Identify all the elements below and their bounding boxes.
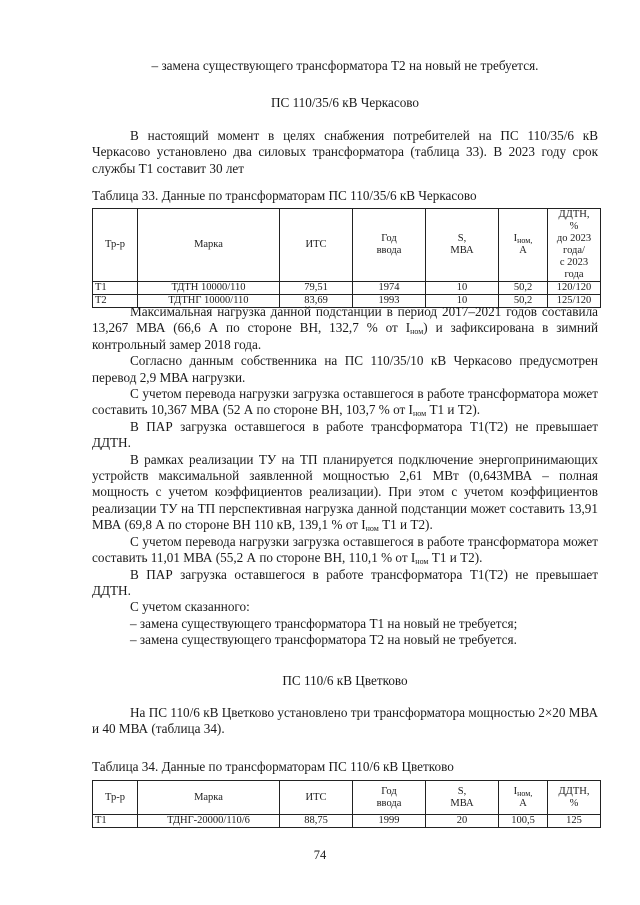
intro-paragraph-tsvetkovo — [92, 705, 598, 738]
intro-paragraph-cherkasovo — [92, 128, 598, 177]
col-inom-symbol: I — [513, 233, 518, 244]
col-year-line2: ввода — [376, 245, 402, 256]
col-s-line2: МВА — [450, 245, 474, 256]
cell-ddtn: 125/120 — [548, 295, 601, 308]
paragraph-par-2: В ПАР загрузка оставшегося в работе трансформатора Т1(Т2) не превышает ДДТН. — [92, 566, 598, 598]
col-s — [426, 209, 499, 282]
p5-text-b: Т1 и Т2). — [378, 517, 433, 533]
cell-ddtn: 125 — [548, 815, 601, 828]
cell-s: 10 — [426, 282, 499, 295]
p1-text-b: ) и зафиксирована в зимний контрольный замер 2018 года. — [92, 320, 599, 352]
col-s — [426, 781, 499, 815]
col-mark: Марка — [138, 209, 280, 282]
p1-subscript: ном — [410, 327, 424, 337]
col-inom-unit: А — [519, 797, 527, 809]
col-ddtn — [548, 781, 601, 815]
col-inom — [499, 781, 548, 815]
col-inom — [499, 209, 548, 282]
col-inom-unit: А — [519, 245, 527, 256]
intro-text: На ПС 110/6 кВ Цветково установлено три трансформатора мощностью 2×20 МВА и 40 МВА (таблица 34). — [92, 705, 598, 737]
paragraph-transfer: Согласно данным собственника на ПС 110/35/10 кВ Черкасово предусмотрен перевод 2,9 МВА нагрузки. — [92, 353, 598, 385]
table-row — [93, 282, 601, 295]
p6-text-b: Т1 и Т2). — [428, 550, 483, 566]
paragraph-transfer-load-2 — [92, 534, 598, 567]
paragraph-transfer-load — [92, 386, 598, 419]
cell-its: 83,69 — [280, 295, 353, 308]
col-s-line1: S, — [457, 785, 467, 797]
table-33-caption: Таблица 33. Данные по трансформаторам ПС 110/35/6 кВ Черкасово — [92, 188, 477, 203]
cell-tr: Т2 — [93, 295, 138, 308]
col-ddtn-line1: ДДТН, — [558, 785, 590, 797]
p6-subscript: ном — [415, 557, 429, 567]
paragraph-max-load — [92, 304, 598, 353]
cell-i: 50,2 — [499, 295, 548, 308]
table-33 — [92, 208, 601, 308]
top-line: – замена существующего трансформатора Т2 на новый не требуется. — [151, 58, 539, 73]
col-year-line1: Год — [381, 233, 397, 244]
col-mark: Марка — [138, 781, 280, 815]
col-ddtn-line1: ДДТН, — [558, 209, 590, 220]
col-its: ИТС — [280, 209, 353, 282]
p5-text-a: В рамках реализации ТУ на ТП планируется подключение энергопринимающих устройств максимальной заявленной мощностью 2,61 МВт (0,643МВА – полная мощность с учетом коэффициентов реализации). При этом с учетом коэффициентов реализации ТУ на ТП перспективная нагрузка данной подстанции может составить 13,91 МВА (69,8 А по стороне ВН 110 кВ, 139,1 % от I — [92, 451, 598, 533]
cell-ddtn: 120/120 — [548, 282, 601, 295]
col-ddtn-line3: до 2023 года/ — [556, 233, 592, 256]
table-row — [93, 815, 601, 828]
table-34 — [92, 780, 601, 828]
col-year-line2: ввода — [376, 797, 402, 809]
cell-i: 100,5 — [499, 815, 548, 828]
col-tr: Тр-р — [93, 209, 138, 282]
cell-year: 1999 — [353, 815, 426, 828]
cell-mark: ТДТНГ 10000/110 — [138, 295, 280, 308]
cell-s: 20 — [426, 815, 499, 828]
col-ddtn-line4: с 2023 года — [559, 257, 589, 280]
col-ddtn — [548, 209, 601, 282]
section-heading-cherkasovo: ПС 110/35/6 кВ Черкасово — [270, 95, 420, 110]
p6-text-a: С учетом перевода нагрузки загрузка оставшегося в работе трансформатора может составить 11,01 МВА (55,2 А по стороне ВН, 110,1 % от I — [92, 533, 598, 566]
col-inom-symbol: I — [513, 785, 518, 797]
page-number: 74 — [313, 848, 327, 862]
table-header-row — [93, 209, 601, 282]
paragraph-par: В ПАР загрузка оставшегося в работе трансформатора Т1(Т2) не превышает ДДТН. — [92, 418, 598, 451]
p3-subscript: ном — [412, 409, 427, 419]
cell-tr: Т1 — [93, 282, 138, 295]
p3-text-b: Т1 и Т2). — [426, 402, 481, 418]
col-ddtn-line2: % — [569, 797, 579, 809]
col-tr: Тр-р — [93, 781, 138, 815]
col-inom-sub: ном, — [517, 788, 533, 798]
col-ddtn-line2: % — [569, 221, 579, 232]
cell-tr: Т1 — [93, 815, 138, 828]
p1-text-a: Максимальная нагрузка данной подстанции в период 2017–2021 годов составила 13,267 МВА (66,6 А по стороне ВН, 132,7 % от I — [92, 304, 598, 336]
cell-mark: ТДТН 10000/110 — [138, 282, 280, 295]
list-item: – замена существующего трансформатора Т2 на новый не требуется. — [130, 632, 517, 648]
cell-its: 79,51 — [280, 282, 353, 295]
col-s-line2: МВА — [450, 797, 474, 809]
col-s-line1: S, — [457, 233, 467, 244]
section-heading-tsvetkovo: ПС 110/6 кВ Цветково — [282, 673, 408, 688]
cell-i: 50,2 — [499, 282, 548, 295]
body-paragraphs-cherkasovo — [92, 304, 598, 649]
p3-text-a: С учетом перевода нагрузки загрузка оставшегося в работе трансформатора может составить 10,367 МВА (52 А по стороне ВН, 103,7 % от I — [92, 386, 598, 418]
list-item: – замена существующего трансформатора Т1 на новый не требуется; — [130, 615, 518, 631]
cell-year: 1974 — [353, 282, 426, 295]
intro-text: В настоящий момент в целях снабжения потребителей на ПС 110/35/6 кВ Черкасово установлено два силовых трансформатора (таблица 33). В 2023 году срок службы Т1 составит 30 лет — [92, 128, 598, 176]
table-34-caption: Таблица 34. Данные по трансформаторам ПС 110/6 кВ Цветково — [92, 759, 454, 774]
cell-s: 10 — [426, 295, 499, 308]
col-inom-sub: ном, — [517, 236, 533, 245]
cell-its: 88,75 — [280, 815, 353, 828]
col-year — [353, 209, 426, 282]
cell-mark: ТДНГ-20000/110/6 — [138, 815, 280, 828]
p5-subscript: ном — [365, 524, 379, 534]
paragraph-conclusion-lead: С учетом сказанного: — [130, 599, 250, 615]
col-year — [353, 781, 426, 815]
col-its: ИТС — [280, 781, 353, 815]
cell-year: 1993 — [353, 295, 426, 308]
table-header-row — [93, 781, 601, 815]
col-year-line1: Год — [381, 785, 397, 797]
paragraph-tu — [92, 452, 598, 534]
